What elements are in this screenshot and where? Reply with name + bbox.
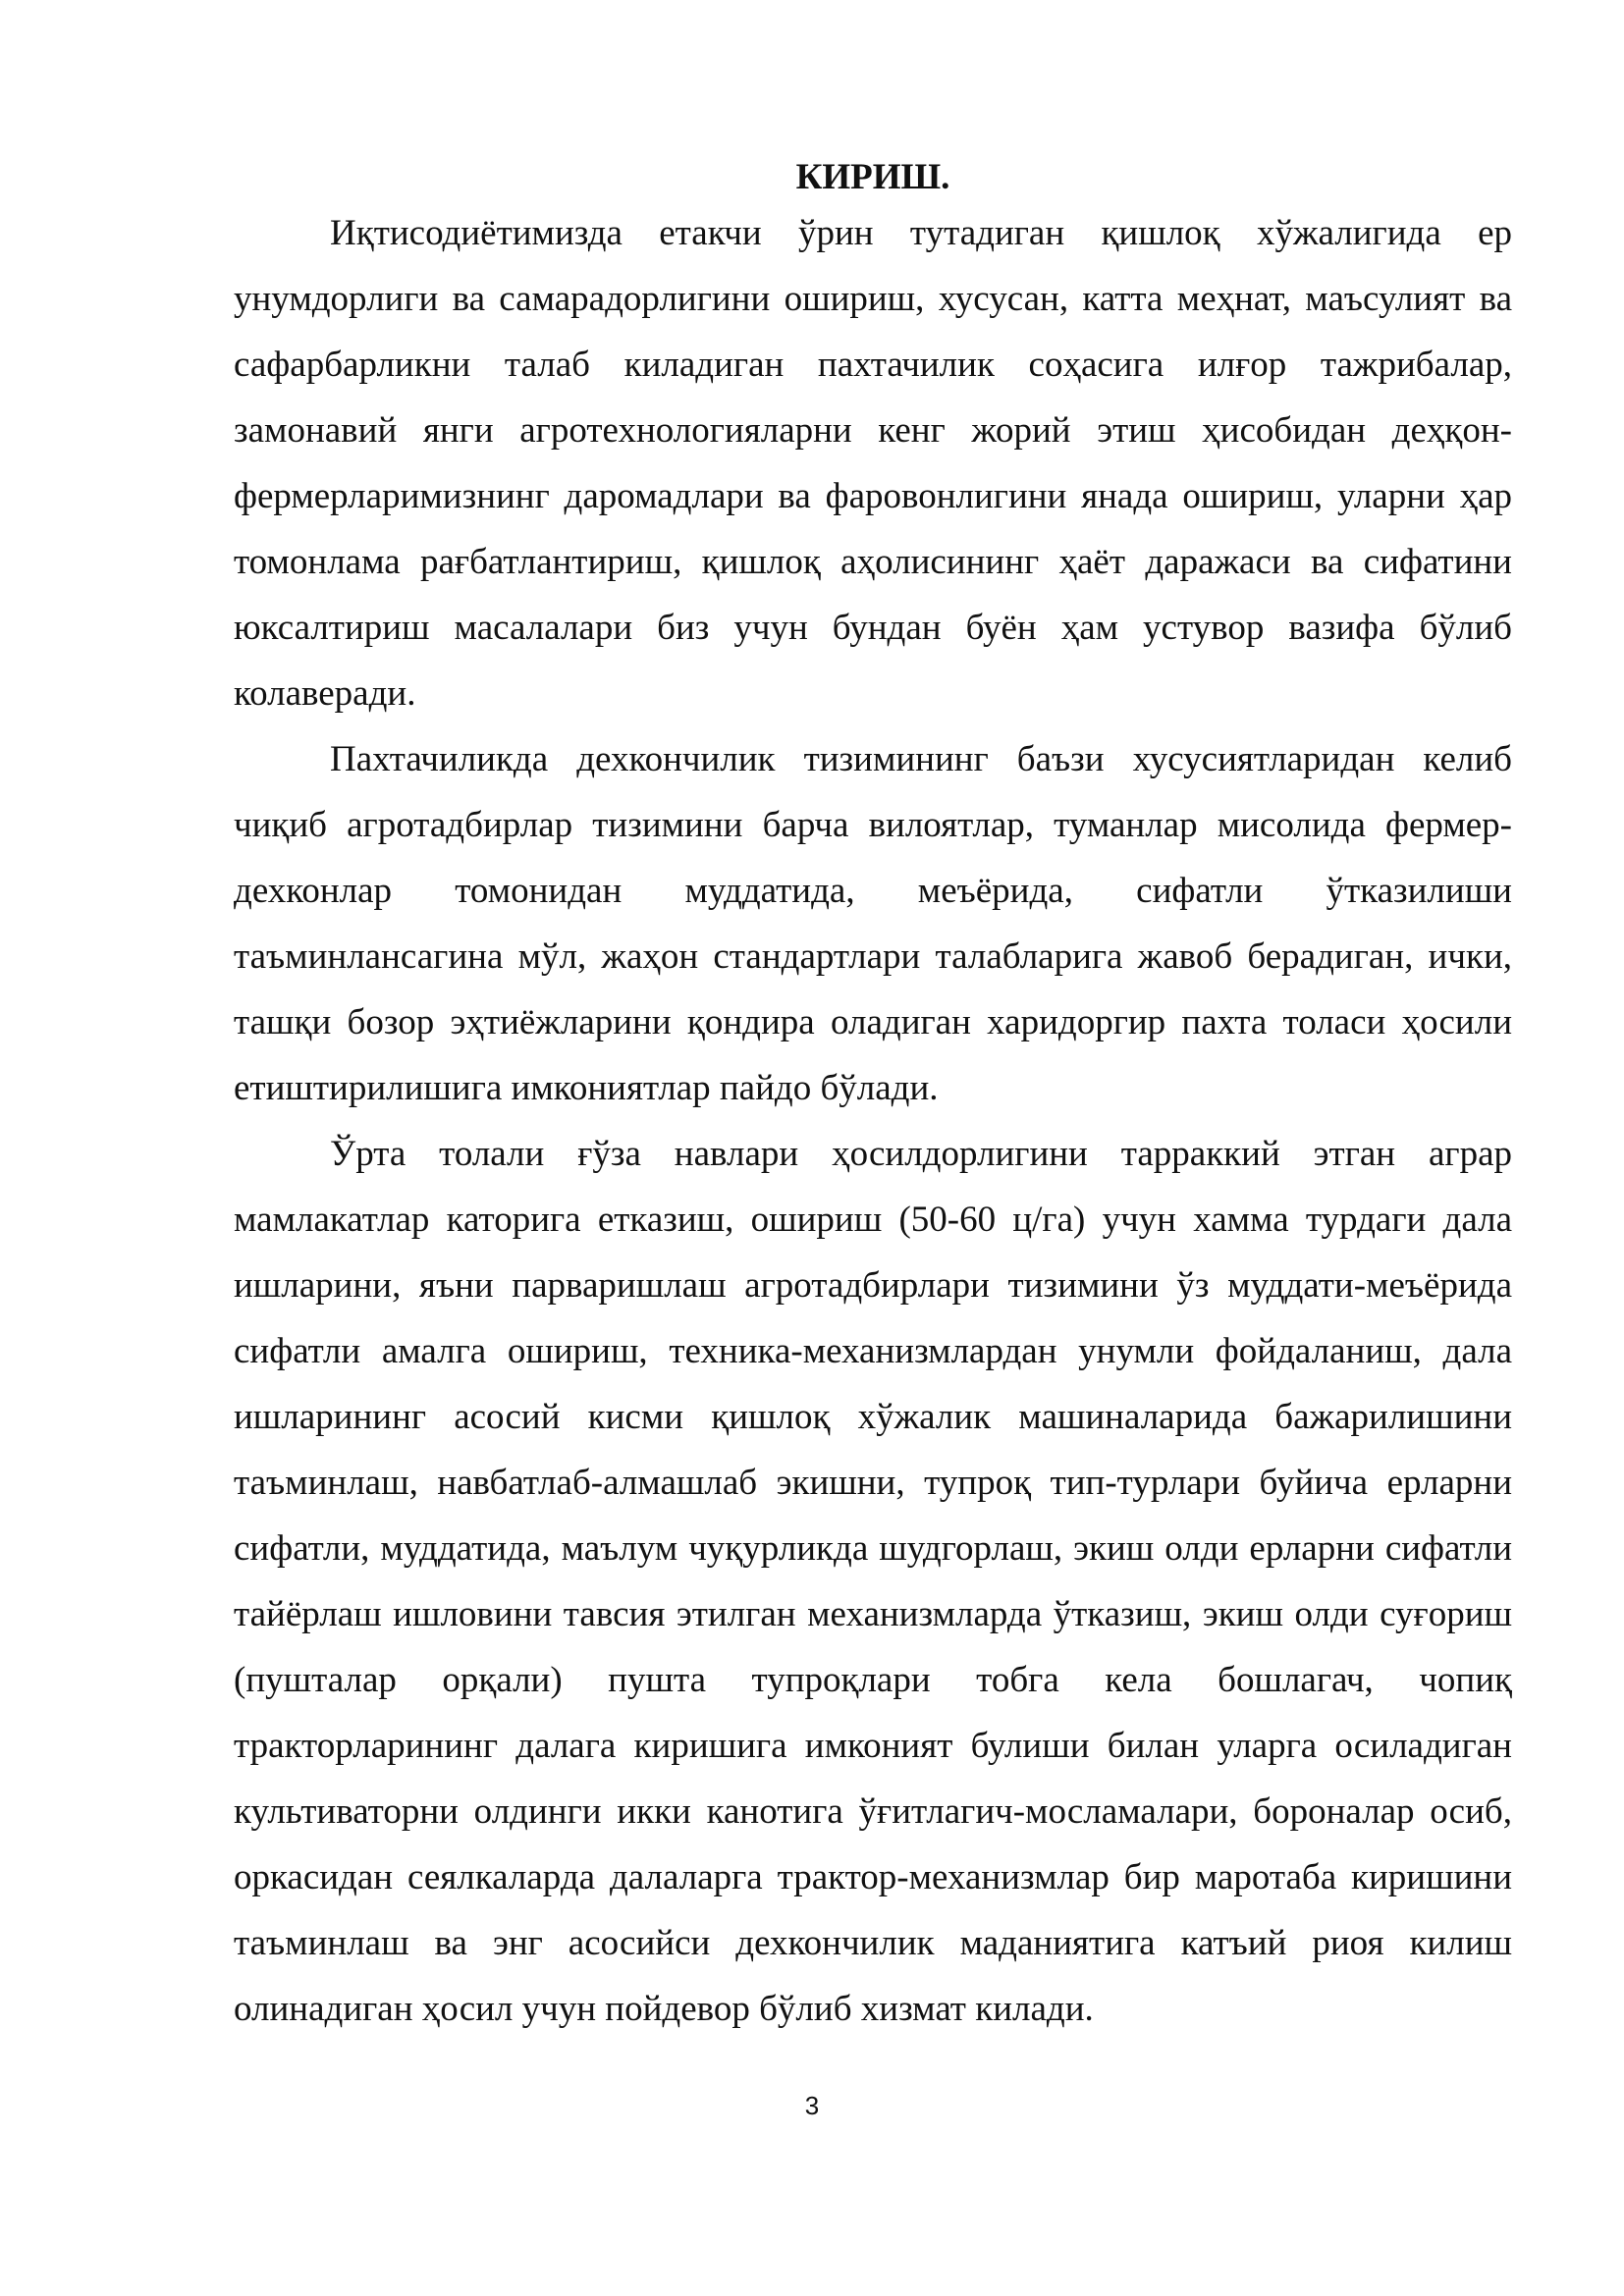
page-content [234, 155, 1512, 2042]
section-title: КИРИШ. [795, 157, 950, 197]
paragraph-1: Иқтисодиётимизда етакчи ўрин тутадиган қишлоқ хўжалигида ер унумдорлиги ва самарадорлигини ошириш, хусусан, катта меҳнат, маъсулият ва сафарбарликни талаб киладиган пахтачилик соҳасига илғор тажрибалар, замонавий янги агротехнологияларни кенг жорий этиш ҳисобидан деҳқон-фермерларимизнинг даромадлари ва фаровонлигини янада ошириш, уларни ҳар томонлама рағбатлантириш, қишлоқ аҳолисининг ҳаёт даражаси ва сифатини юксалтириш масалалари биз учун бундан буён ҳам устувор вазифа бўлиб колаверади. [234, 213, 1512, 714]
paragraph-2: Пахтачиликда дехкончилик тизимининг баъзи хусусиятларидан келиб чиқиб агротадбирлар тизимини барча вилоятлар, туманлар мисолида фермер-дехконлар томонидан муддатида, меъёрида, сифатли ўтказилиши таъминлансагина мўл, жаҳон стандартлари талабларига жавоб берадиган, ички, ташқи бозор эҳтиёжларини қондира оладиган харидоргир пахта толаси ҳосили етиштирилишига имкониятлар пайдо бўлади. [234, 739, 1512, 1108]
page-number: 3 [804, 2091, 820, 2120]
paragraph-3: Ўрта толали ғўза навлари ҳосилдорлигини тарраккий этган аграр мамлакатлар каторига етказиш, ошириш (50-60 ц/га) учун хамма турдаги дала ишларини, яъни парваришлаш агротадбирлари тизимини ўз муддати-меъёрида сифатли амалга ошириш, техника-механизмлардан унумли фойдаланиш, дала ишларининг асосий кисми қишлоқ хўжалик машиналарида бажарилишини таъминлаш, навбатлаб-алмашлаб экишни, тупроқ тип-турлари буйича ерларни сифатли, муддатида, маълум чуқурликда шудгорлаш, экиш олди ерларни сифатли тайёрлаш ишловини тавсия этилган механизмларда ўтказиш, экиш олди суғориш (пушталар орқали) пушта тупроқлари тобга кела бошлагач, чопиқ тракторларининг далага киришига имконият булиши билан уларга осиладиган культиваторни олдинги икки канотига ўғитлагич-мосламалари, бороналар осиб, оркасидан сеялкаларда далаларга трактор-механизмлар бир маротаба киришини таъминлаш ва энг асосийси дехкончилик маданиятига катъий риоя килиш олинадиган ҳосил учун пойдевор бўлиб хизмат килади. [234, 1134, 1512, 2029]
